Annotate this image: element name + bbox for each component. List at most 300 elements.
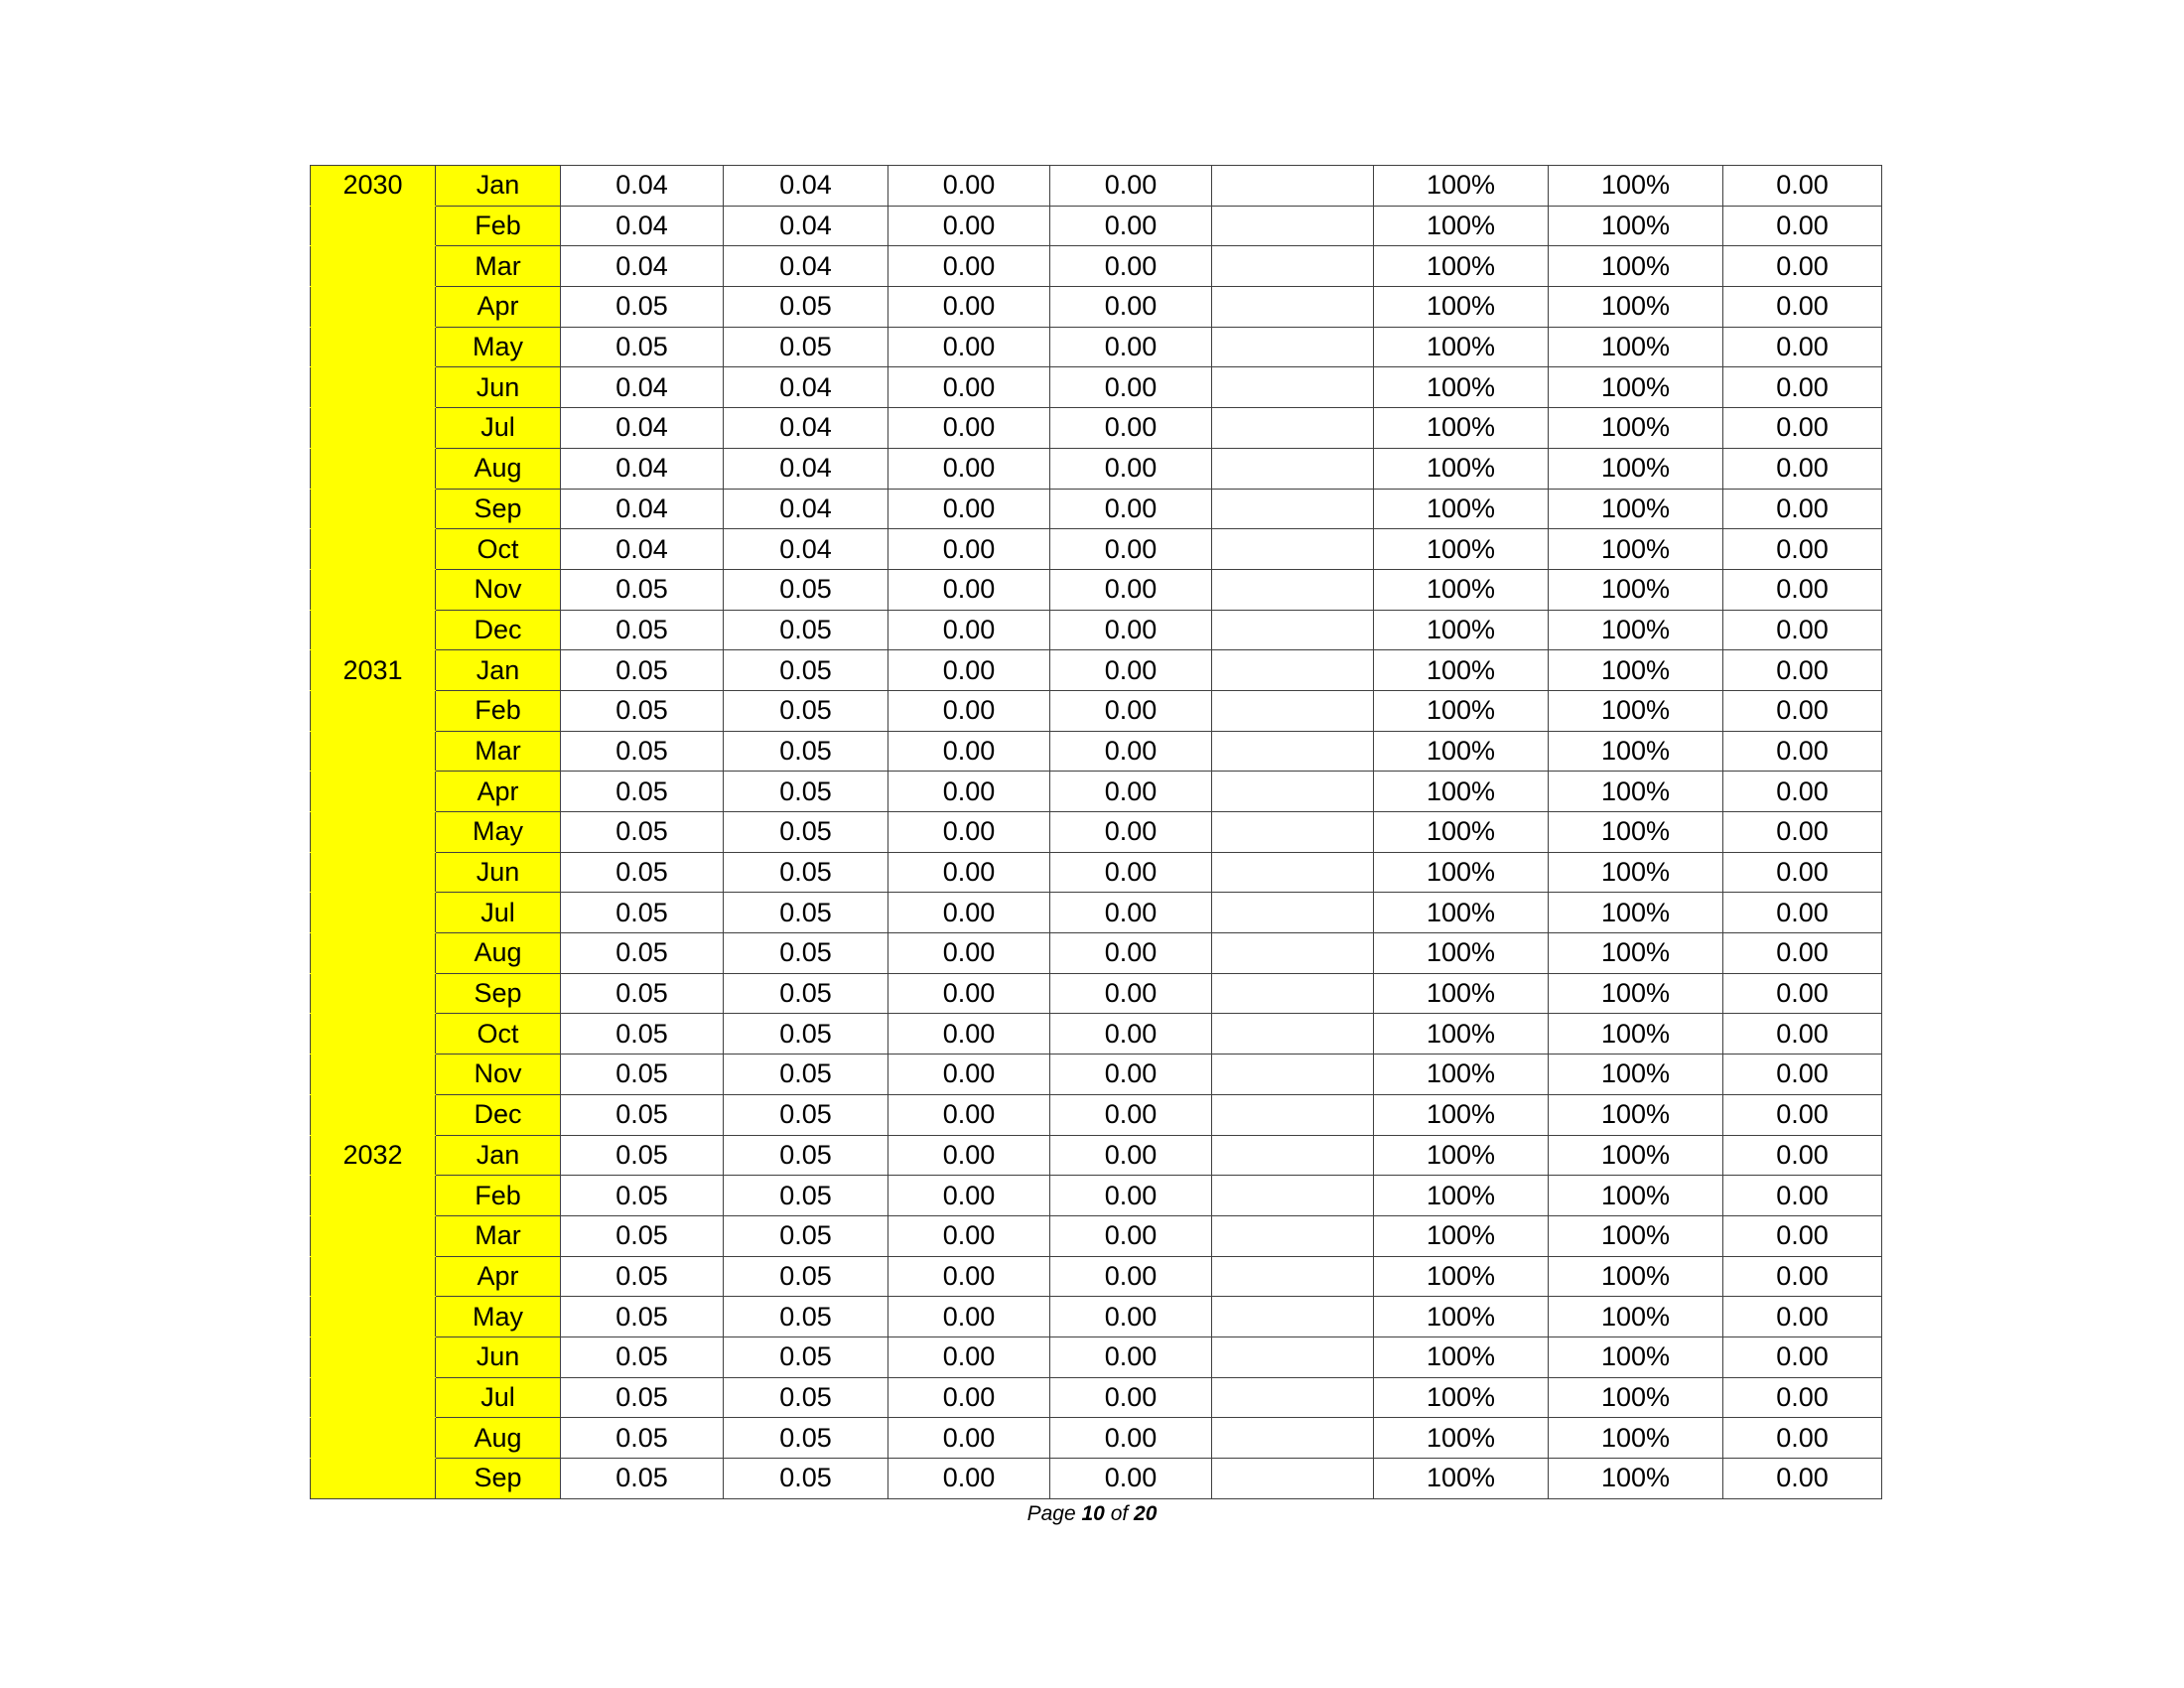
year-cell: [311, 489, 436, 529]
table-row: [311, 246, 1882, 287]
value-cell-4: 0.00: [1050, 1094, 1212, 1135]
value-cell-3: 0.00: [888, 246, 1050, 287]
value-cell-2: 0.05: [724, 610, 888, 650]
table-row: [311, 489, 1882, 529]
percent-cell-2: 100%: [1549, 772, 1723, 812]
value-cell-1: 0.05: [561, 569, 724, 610]
percent-cell-2: 100%: [1549, 1297, 1723, 1337]
year-cell: [311, 1256, 436, 1297]
value-cell-3: 0.00: [888, 1297, 1050, 1337]
blank-cell: [1212, 327, 1374, 367]
value-cell-1: 0.04: [561, 448, 724, 489]
table-row: [311, 1176, 1882, 1216]
percent-cell-1: 100%: [1374, 1014, 1549, 1055]
value-cell-1: 0.05: [561, 690, 724, 731]
month-cell: Oct: [436, 1014, 561, 1055]
percent-cell-1: 100%: [1374, 690, 1549, 731]
table-row: [311, 650, 1882, 691]
blank-cell: [1212, 166, 1374, 207]
percent-cell-2: 100%: [1549, 367, 1723, 408]
value-cell-4: 0.00: [1050, 690, 1212, 731]
value-cell-2: 0.05: [724, 1215, 888, 1256]
value-cell-1: 0.05: [561, 812, 724, 853]
value-cell-4: 0.00: [1050, 610, 1212, 650]
value-cell-1: 0.04: [561, 206, 724, 246]
value-cell-3: 0.00: [888, 206, 1050, 246]
value-cell-1: 0.05: [561, 1055, 724, 1095]
table-row: [311, 529, 1882, 570]
value-cell-3: 0.00: [888, 1256, 1050, 1297]
value-cell-2: 0.05: [724, 772, 888, 812]
percent-cell-2: 100%: [1549, 973, 1723, 1014]
percent-cell-1: 100%: [1374, 1094, 1549, 1135]
blank-cell: [1212, 1336, 1374, 1377]
month-cell: Oct: [436, 529, 561, 570]
percent-cell-2: 100%: [1549, 893, 1723, 933]
value-cell-8: 0.00: [1723, 1459, 1882, 1499]
percent-cell-2: 100%: [1549, 327, 1723, 367]
percent-cell-1: 100%: [1374, 448, 1549, 489]
value-cell-4: 0.00: [1050, 1055, 1212, 1095]
value-cell-8: 0.00: [1723, 246, 1882, 287]
value-cell-2: 0.05: [724, 1055, 888, 1095]
value-cell-1: 0.05: [561, 610, 724, 650]
value-cell-4: 0.00: [1050, 327, 1212, 367]
value-cell-8: 0.00: [1723, 489, 1882, 529]
table-row: [311, 327, 1882, 367]
value-cell-3: 0.00: [888, 1094, 1050, 1135]
table-row: [311, 408, 1882, 449]
percent-cell-2: 100%: [1549, 690, 1723, 731]
value-cell-3: 0.00: [888, 1176, 1050, 1216]
value-cell-8: 0.00: [1723, 1377, 1882, 1418]
value-cell-1: 0.04: [561, 246, 724, 287]
value-cell-2: 0.05: [724, 812, 888, 853]
percent-cell-1: 100%: [1374, 327, 1549, 367]
year-cell: [311, 287, 436, 328]
blank-cell: [1212, 1418, 1374, 1459]
value-cell-8: 0.00: [1723, 610, 1882, 650]
blank-cell: [1212, 1014, 1374, 1055]
table-row: [311, 933, 1882, 974]
value-cell-3: 0.00: [888, 812, 1050, 853]
value-cell-4: 0.00: [1050, 206, 1212, 246]
blank-cell: [1212, 1459, 1374, 1499]
percent-cell-2: 100%: [1549, 1135, 1723, 1176]
value-cell-3: 0.00: [888, 1418, 1050, 1459]
value-cell-8: 0.00: [1723, 1297, 1882, 1337]
value-cell-4: 0.00: [1050, 650, 1212, 691]
blank-cell: [1212, 448, 1374, 489]
value-cell-4: 0.00: [1050, 852, 1212, 893]
year-cell: [311, 408, 436, 449]
percent-cell-1: 100%: [1374, 1418, 1549, 1459]
year-cell: [311, 1418, 436, 1459]
value-cell-3: 0.00: [888, 852, 1050, 893]
value-cell-8: 0.00: [1723, 1055, 1882, 1095]
value-cell-3: 0.00: [888, 1336, 1050, 1377]
percent-cell-1: 100%: [1374, 206, 1549, 246]
percent-cell-2: 100%: [1549, 1215, 1723, 1256]
percent-cell-1: 100%: [1374, 1256, 1549, 1297]
value-cell-2: 0.05: [724, 1135, 888, 1176]
value-cell-2: 0.05: [724, 287, 888, 328]
year-cell: [311, 246, 436, 287]
table-row: [311, 367, 1882, 408]
percent-cell-2: 100%: [1549, 1094, 1723, 1135]
percent-cell-2: 100%: [1549, 1418, 1723, 1459]
value-cell-3: 0.00: [888, 448, 1050, 489]
value-cell-3: 0.00: [888, 489, 1050, 529]
value-cell-4: 0.00: [1050, 287, 1212, 328]
blank-cell: [1212, 893, 1374, 933]
blank-cell: [1212, 772, 1374, 812]
value-cell-8: 0.00: [1723, 1094, 1882, 1135]
value-cell-2: 0.05: [724, 569, 888, 610]
table-row: [311, 166, 1882, 207]
value-cell-1: 0.05: [561, 893, 724, 933]
value-cell-3: 0.00: [888, 166, 1050, 207]
value-cell-4: 0.00: [1050, 1418, 1212, 1459]
month-cell: May: [436, 812, 561, 853]
value-cell-4: 0.00: [1050, 367, 1212, 408]
year-cell: [311, 367, 436, 408]
value-cell-4: 0.00: [1050, 933, 1212, 974]
year-cell: 2032: [311, 1135, 436, 1176]
month-cell: Sep: [436, 1459, 561, 1499]
percent-cell-2: 100%: [1549, 933, 1723, 974]
percent-cell-1: 100%: [1374, 367, 1549, 408]
value-cell-1: 0.05: [561, 1256, 724, 1297]
value-cell-2: 0.05: [724, 1459, 888, 1499]
table-row: [311, 1256, 1882, 1297]
blank-cell: [1212, 1094, 1374, 1135]
value-cell-4: 0.00: [1050, 1014, 1212, 1055]
year-cell: [311, 1014, 436, 1055]
month-cell: Dec: [436, 610, 561, 650]
value-cell-4: 0.00: [1050, 973, 1212, 1014]
value-cell-1: 0.05: [561, 933, 724, 974]
table-row: [311, 973, 1882, 1014]
percent-cell-1: 100%: [1374, 772, 1549, 812]
value-cell-1: 0.05: [561, 1176, 724, 1216]
current-page-number: 10: [1081, 1502, 1105, 1525]
value-cell-4: 0.00: [1050, 529, 1212, 570]
value-cell-2: 0.04: [724, 448, 888, 489]
table-row: [311, 852, 1882, 893]
year-cell: [311, 1176, 436, 1216]
percent-cell-2: 100%: [1549, 287, 1723, 328]
value-cell-8: 0.00: [1723, 690, 1882, 731]
value-cell-1: 0.04: [561, 408, 724, 449]
table-row: [311, 1377, 1882, 1418]
value-cell-4: 0.00: [1050, 893, 1212, 933]
percent-cell-1: 100%: [1374, 852, 1549, 893]
blank-cell: [1212, 489, 1374, 529]
percent-cell-1: 100%: [1374, 933, 1549, 974]
percent-cell-2: 100%: [1549, 812, 1723, 853]
value-cell-3: 0.00: [888, 367, 1050, 408]
value-cell-3: 0.00: [888, 408, 1050, 449]
value-cell-3: 0.00: [888, 772, 1050, 812]
value-cell-1: 0.05: [561, 1135, 724, 1176]
blank-cell: [1212, 529, 1374, 570]
blank-cell: [1212, 1215, 1374, 1256]
table-row: [311, 690, 1882, 731]
percent-cell-1: 100%: [1374, 650, 1549, 691]
month-cell: Mar: [436, 731, 561, 772]
value-cell-2: 0.05: [724, 973, 888, 1014]
value-cell-2: 0.05: [724, 1014, 888, 1055]
value-cell-3: 0.00: [888, 650, 1050, 691]
percent-cell-2: 100%: [1549, 448, 1723, 489]
value-cell-2: 0.05: [724, 1176, 888, 1216]
blank-cell: [1212, 812, 1374, 853]
percent-cell-2: 100%: [1549, 610, 1723, 650]
month-cell: Nov: [436, 569, 561, 610]
value-cell-8: 0.00: [1723, 1215, 1882, 1256]
value-cell-8: 0.00: [1723, 1336, 1882, 1377]
value-cell-1: 0.05: [561, 327, 724, 367]
percent-cell-1: 100%: [1374, 489, 1549, 529]
value-cell-4: 0.00: [1050, 489, 1212, 529]
blank-cell: [1212, 731, 1374, 772]
value-cell-2: 0.05: [724, 1094, 888, 1135]
percent-cell-1: 100%: [1374, 973, 1549, 1014]
month-cell: Feb: [436, 690, 561, 731]
percent-cell-1: 100%: [1374, 569, 1549, 610]
value-cell-1: 0.05: [561, 1459, 724, 1499]
year-cell: 2030: [311, 166, 436, 207]
month-cell: Dec: [436, 1094, 561, 1135]
value-cell-1: 0.05: [561, 1377, 724, 1418]
value-cell-4: 0.00: [1050, 1336, 1212, 1377]
month-cell: Apr: [436, 1256, 561, 1297]
blank-cell: [1212, 1297, 1374, 1337]
value-cell-4: 0.00: [1050, 1297, 1212, 1337]
value-cell-4: 0.00: [1050, 408, 1212, 449]
year-cell: [311, 772, 436, 812]
table-row: [311, 1094, 1882, 1135]
blank-cell: [1212, 1176, 1374, 1216]
table-row: [311, 1055, 1882, 1095]
percent-cell-2: 100%: [1549, 166, 1723, 207]
percent-cell-1: 100%: [1374, 893, 1549, 933]
value-cell-1: 0.05: [561, 1014, 724, 1055]
value-cell-2: 0.05: [724, 1418, 888, 1459]
blank-cell: [1212, 973, 1374, 1014]
percent-cell-2: 100%: [1549, 1176, 1723, 1216]
year-cell: [311, 690, 436, 731]
year-cell: [311, 852, 436, 893]
value-cell-8: 0.00: [1723, 772, 1882, 812]
year-cell: [311, 1459, 436, 1499]
value-cell-8: 0.00: [1723, 166, 1882, 207]
value-cell-2: 0.05: [724, 1256, 888, 1297]
value-cell-8: 0.00: [1723, 933, 1882, 974]
value-cell-8: 0.00: [1723, 529, 1882, 570]
percent-cell-1: 100%: [1374, 610, 1549, 650]
percent-cell-1: 100%: [1374, 1336, 1549, 1377]
value-cell-2: 0.05: [724, 650, 888, 691]
value-cell-3: 0.00: [888, 1055, 1050, 1095]
percent-cell-1: 100%: [1374, 287, 1549, 328]
year-cell: [311, 569, 436, 610]
value-cell-1: 0.05: [561, 1297, 724, 1337]
value-cell-2: 0.05: [724, 690, 888, 731]
month-cell: Nov: [436, 1055, 561, 1095]
month-cell: Jan: [436, 166, 561, 207]
value-cell-1: 0.05: [561, 772, 724, 812]
percent-cell-2: 100%: [1549, 489, 1723, 529]
blank-cell: [1212, 246, 1374, 287]
year-cell: [311, 1055, 436, 1095]
value-cell-1: 0.05: [561, 852, 724, 893]
table-row: [311, 1014, 1882, 1055]
blank-cell: [1212, 933, 1374, 974]
value-cell-2: 0.04: [724, 529, 888, 570]
value-cell-4: 0.00: [1050, 246, 1212, 287]
year-cell: [311, 973, 436, 1014]
value-cell-8: 0.00: [1723, 650, 1882, 691]
year-cell: [311, 1336, 436, 1377]
value-cell-3: 0.00: [888, 569, 1050, 610]
value-cell-4: 0.00: [1050, 569, 1212, 610]
value-cell-2: 0.04: [724, 489, 888, 529]
year-cell: [311, 933, 436, 974]
value-cell-4: 0.00: [1050, 772, 1212, 812]
percent-cell-1: 100%: [1374, 408, 1549, 449]
value-cell-3: 0.00: [888, 529, 1050, 570]
month-cell: Mar: [436, 246, 561, 287]
value-cell-8: 0.00: [1723, 1418, 1882, 1459]
year-cell: [311, 529, 436, 570]
page-of-label: of: [1110, 1502, 1129, 1525]
value-cell-2: 0.05: [724, 1336, 888, 1377]
table-row: [311, 1336, 1882, 1377]
month-cell: Jul: [436, 408, 561, 449]
month-cell: Aug: [436, 933, 561, 974]
value-cell-8: 0.00: [1723, 812, 1882, 853]
table-row: [311, 569, 1882, 610]
percent-cell-1: 100%: [1374, 1176, 1549, 1216]
value-cell-1: 0.04: [561, 529, 724, 570]
value-cell-3: 0.00: [888, 1459, 1050, 1499]
value-cell-3: 0.00: [888, 1135, 1050, 1176]
month-cell: Sep: [436, 489, 561, 529]
value-cell-8: 0.00: [1723, 852, 1882, 893]
percent-cell-1: 100%: [1374, 1377, 1549, 1418]
percent-cell-1: 100%: [1374, 1055, 1549, 1095]
value-cell-2: 0.05: [724, 731, 888, 772]
table-row: [311, 893, 1882, 933]
value-cell-3: 0.00: [888, 690, 1050, 731]
percent-cell-2: 100%: [1549, 206, 1723, 246]
value-cell-3: 0.00: [888, 287, 1050, 328]
value-cell-2: 0.05: [724, 1297, 888, 1337]
value-cell-8: 0.00: [1723, 327, 1882, 367]
table-row: [311, 812, 1882, 853]
value-cell-2: 0.05: [724, 1377, 888, 1418]
percent-cell-2: 100%: [1549, 569, 1723, 610]
value-cell-2: 0.04: [724, 166, 888, 207]
value-cell-8: 0.00: [1723, 206, 1882, 246]
blank-cell: [1212, 569, 1374, 610]
value-cell-2: 0.05: [724, 933, 888, 974]
value-cell-1: 0.05: [561, 731, 724, 772]
value-cell-2: 0.05: [724, 327, 888, 367]
percent-cell-2: 100%: [1549, 1014, 1723, 1055]
value-cell-3: 0.00: [888, 933, 1050, 974]
year-cell: [311, 1297, 436, 1337]
value-cell-1: 0.05: [561, 973, 724, 1014]
value-cell-3: 0.00: [888, 731, 1050, 772]
value-cell-4: 0.00: [1050, 1256, 1212, 1297]
percent-cell-1: 100%: [1374, 246, 1549, 287]
value-cell-8: 0.00: [1723, 569, 1882, 610]
month-cell: Apr: [436, 287, 561, 328]
table-row: [311, 731, 1882, 772]
year-cell: [311, 1377, 436, 1418]
value-cell-3: 0.00: [888, 1014, 1050, 1055]
blank-cell: [1212, 367, 1374, 408]
value-cell-8: 0.00: [1723, 287, 1882, 328]
month-cell: Jun: [436, 852, 561, 893]
value-cell-2: 0.05: [724, 893, 888, 933]
percent-cell-2: 100%: [1549, 731, 1723, 772]
value-cell-1: 0.04: [561, 367, 724, 408]
blank-cell: [1212, 1135, 1374, 1176]
percent-cell-2: 100%: [1549, 852, 1723, 893]
month-cell: Jan: [436, 1135, 561, 1176]
blank-cell: [1212, 650, 1374, 691]
month-cell: Jul: [436, 1377, 561, 1418]
percent-cell-2: 100%: [1549, 408, 1723, 449]
value-cell-4: 0.00: [1050, 1176, 1212, 1216]
value-cell-1: 0.05: [561, 650, 724, 691]
month-cell: Aug: [436, 1418, 561, 1459]
table-row: [311, 1135, 1882, 1176]
value-cell-4: 0.00: [1050, 1377, 1212, 1418]
table-row: [311, 1459, 1882, 1499]
value-cell-1: 0.05: [561, 287, 724, 328]
percent-cell-1: 100%: [1374, 1297, 1549, 1337]
value-cell-1: 0.05: [561, 1418, 724, 1459]
value-cell-2: 0.04: [724, 408, 888, 449]
table-body: [311, 166, 1882, 1499]
value-cell-2: 0.04: [724, 206, 888, 246]
value-cell-4: 0.00: [1050, 448, 1212, 489]
table-row: [311, 206, 1882, 246]
month-cell: Jun: [436, 367, 561, 408]
blank-cell: [1212, 287, 1374, 328]
table-row: [311, 1418, 1882, 1459]
percent-cell-2: 100%: [1549, 1377, 1723, 1418]
table-row: [311, 448, 1882, 489]
percent-cell-2: 100%: [1549, 1459, 1723, 1499]
page-footer: [0, 1502, 2184, 1526]
year-cell: [311, 206, 436, 246]
percent-cell-2: 100%: [1549, 1055, 1723, 1095]
year-cell: [311, 448, 436, 489]
year-cell: 2031: [311, 650, 436, 691]
value-cell-1: 0.04: [561, 489, 724, 529]
value-cell-1: 0.04: [561, 166, 724, 207]
value-cell-8: 0.00: [1723, 408, 1882, 449]
month-cell: Jan: [436, 650, 561, 691]
table-row: [311, 610, 1882, 650]
year-cell: [311, 1094, 436, 1135]
